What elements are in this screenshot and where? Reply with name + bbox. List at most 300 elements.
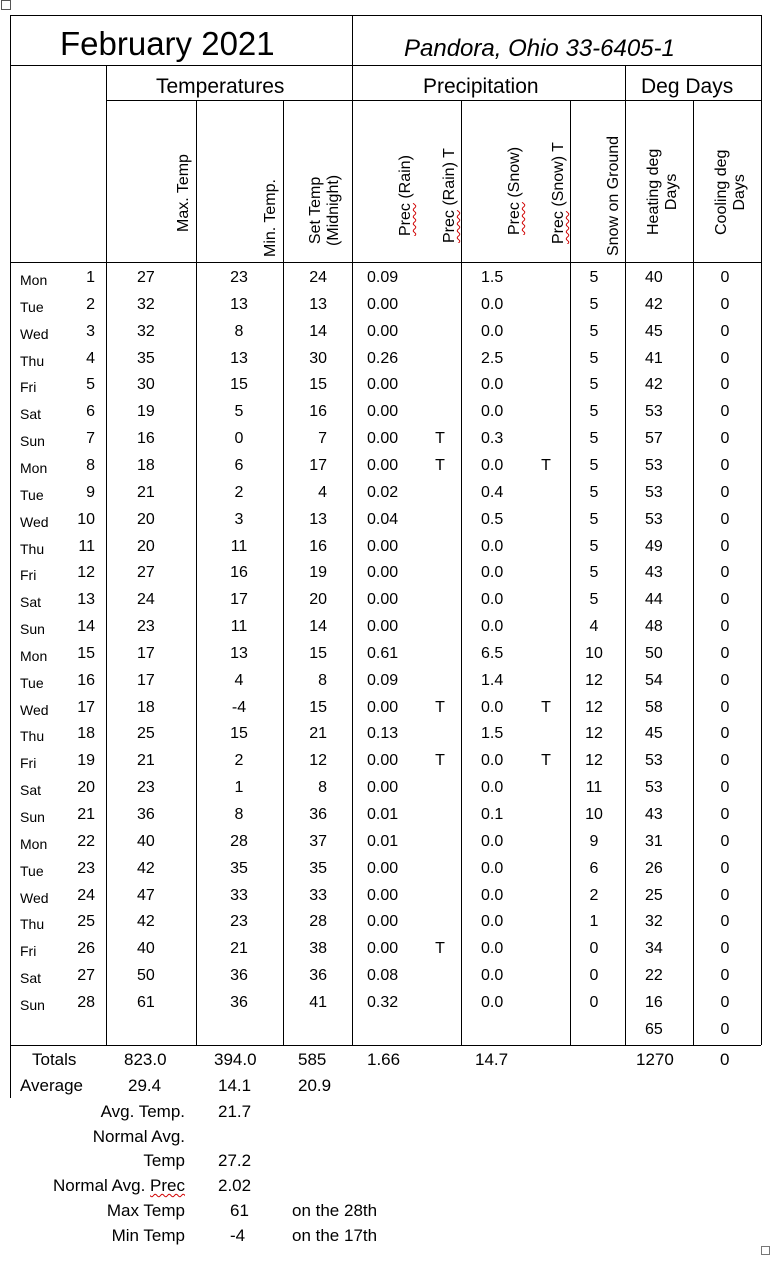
header-prec-rain bbox=[397, 155, 415, 236]
cell-min: 35 bbox=[230, 859, 248, 877]
cell-day: 25 bbox=[77, 913, 95, 931]
cell-min: 8 bbox=[234, 806, 244, 823]
cell-snow: 1.5 bbox=[481, 725, 504, 743]
totals-set: 585 bbox=[298, 1050, 327, 1069]
cell-set: 16 bbox=[309, 537, 327, 555]
cell-ground: 6 bbox=[589, 859, 599, 877]
cell-ground: 12 bbox=[585, 725, 603, 743]
cell-cool: 0 bbox=[720, 940, 730, 958]
cell-snow: 1.4 bbox=[481, 671, 504, 689]
cell-max: 32 bbox=[137, 322, 155, 340]
cell-dow: Sat bbox=[20, 594, 42, 611]
cell-set: 30 bbox=[309, 349, 327, 367]
cell-max: 42 bbox=[137, 913, 155, 931]
cell-cool: 0 bbox=[720, 456, 730, 474]
cell-heat: 53 bbox=[645, 779, 663, 797]
cell-ground: 5 bbox=[589, 376, 599, 394]
cell-set: 37 bbox=[309, 832, 327, 850]
cell-min: 17 bbox=[230, 591, 248, 609]
cell-snow: 0.0 bbox=[481, 564, 504, 582]
header-prec-rain-word: Prec bbox=[397, 203, 414, 236]
cell-set: 4 bbox=[318, 483, 327, 501]
cell-set: 28 bbox=[309, 913, 327, 931]
cell-rain: 0.00 bbox=[367, 859, 399, 877]
cell-rain: 0.13 bbox=[367, 725, 399, 743]
cell-day: 5 bbox=[86, 376, 95, 394]
normal-avg-prec-prefix: Normal Avg. bbox=[53, 1176, 151, 1195]
cell-day: 23 bbox=[77, 859, 95, 877]
totals-heat: 1270 bbox=[636, 1050, 674, 1069]
cell-rain: 0.00 bbox=[367, 752, 399, 770]
cell-heat: 34 bbox=[645, 940, 663, 958]
totals-max: 823.0 bbox=[124, 1050, 167, 1069]
cell-heat: 45 bbox=[645, 725, 663, 743]
cell-day: 22 bbox=[77, 832, 95, 850]
cell-ground: 5 bbox=[589, 564, 599, 582]
header-prec-snow-t bbox=[550, 142, 568, 244]
cell-snow: 0.0 bbox=[481, 993, 504, 1011]
grid-line bbox=[761, 15, 762, 1045]
group-deg-days: Deg Days bbox=[641, 75, 734, 98]
cell-set: 12 bbox=[309, 752, 327, 770]
normal-avg-prec-label bbox=[53, 1177, 185, 1194]
cell-set: 38 bbox=[309, 940, 327, 958]
header-prec-rain-t-rest: (Rain) T bbox=[441, 148, 458, 211]
cell-max: 23 bbox=[137, 618, 155, 636]
cell-day: 24 bbox=[77, 886, 95, 904]
grid-line bbox=[570, 100, 571, 1045]
cell-cool: 0 bbox=[720, 322, 730, 340]
header-min-temp-label: Min. Temp. bbox=[262, 179, 279, 257]
cell-min: 36 bbox=[230, 967, 248, 985]
cell-cool: 0 bbox=[720, 618, 730, 636]
header-cooling-line1: Cooling deg bbox=[713, 149, 730, 235]
cell-set: 13 bbox=[309, 295, 327, 313]
cell-heat: 31 bbox=[645, 832, 663, 850]
cell-min: 23 bbox=[230, 269, 248, 286]
cell-rain: 0.04 bbox=[367, 510, 399, 528]
cell-rain: 0.00 bbox=[367, 295, 399, 313]
cell-snow: 0.1 bbox=[481, 806, 504, 823]
cell-max: 17 bbox=[137, 644, 155, 662]
cell-day: 8 bbox=[86, 456, 95, 474]
cell-set: 14 bbox=[309, 618, 327, 636]
cell-day: 14 bbox=[77, 618, 95, 636]
cell-dow: Sun bbox=[20, 621, 45, 638]
cell-max: 40 bbox=[137, 940, 155, 958]
cell-day: 26 bbox=[77, 940, 95, 958]
cell-heat: 43 bbox=[645, 806, 663, 823]
cell-max: 23 bbox=[137, 779, 155, 797]
cell-max: 36 bbox=[137, 806, 155, 823]
cell-set: 15 bbox=[309, 376, 327, 394]
cell-cool: 0 bbox=[720, 886, 730, 904]
cell-day: 18 bbox=[77, 725, 95, 743]
cell-rain: 0.08 bbox=[367, 967, 399, 985]
cell-dow: Tue bbox=[20, 298, 44, 315]
grid-line bbox=[625, 65, 626, 1045]
cell-rain: 0.00 bbox=[367, 591, 399, 609]
cell-snow: 0.0 bbox=[481, 832, 504, 850]
max-temp-label: Max Temp bbox=[106, 1201, 185, 1220]
cell-heat: 45 bbox=[645, 322, 663, 340]
cell-snow: 0.0 bbox=[481, 779, 504, 797]
header-max-temp bbox=[175, 154, 193, 232]
cell-dow: Sun bbox=[20, 809, 45, 825]
cell-day: 17 bbox=[77, 698, 95, 716]
cell-set: 24 bbox=[309, 269, 327, 286]
cell-cool: 0 bbox=[720, 832, 730, 850]
cell-ground: 1 bbox=[589, 913, 599, 931]
cell-cool: 0 bbox=[720, 537, 730, 555]
cell-day: 4 bbox=[86, 349, 95, 367]
cell-min: 11 bbox=[230, 618, 248, 636]
cell-ground: 0 bbox=[589, 967, 599, 985]
cell-dow: Sat bbox=[20, 970, 42, 987]
cell-snow: 0.0 bbox=[481, 752, 504, 770]
header-snow-on-ground bbox=[605, 136, 623, 256]
cell-cool: 0 bbox=[720, 591, 730, 609]
cell-snow: 0.0 bbox=[481, 967, 504, 985]
station-name: Pandora, Ohio 33-6405-1 bbox=[404, 35, 675, 62]
cell-rain: 0.00 bbox=[367, 456, 399, 474]
cell-day: 6 bbox=[86, 403, 95, 421]
cell-day: 16 bbox=[77, 671, 95, 689]
cell-rain: 0.00 bbox=[367, 940, 399, 958]
cell-snow-t: T bbox=[541, 456, 551, 474]
cell-min: 13 bbox=[230, 644, 248, 662]
cell-set: 8 bbox=[318, 671, 327, 689]
cell-set: 15 bbox=[309, 698, 327, 716]
cell-ground: 5 bbox=[589, 269, 599, 286]
cell-min: 33 bbox=[230, 886, 248, 904]
header-heating-line2: Days bbox=[662, 173, 680, 211]
cell-cool: 0 bbox=[720, 376, 730, 394]
cell-heat: 49 bbox=[645, 537, 663, 555]
cell-dow: Thu bbox=[20, 728, 45, 745]
cell-cool: 0 bbox=[720, 269, 730, 286]
cell-max: 21 bbox=[137, 752, 155, 770]
grid-line bbox=[693, 100, 694, 1045]
cell-heat: 48 bbox=[645, 618, 663, 636]
normal-avg-label-line2: Temp bbox=[143, 1151, 185, 1170]
cell-dow: Fri bbox=[20, 755, 37, 772]
cell-day: 27 bbox=[77, 967, 95, 985]
cell-set: 33 bbox=[309, 886, 327, 904]
cell-min: 13 bbox=[230, 349, 248, 367]
min-temp-value: -4 bbox=[230, 1226, 246, 1245]
cell-rain: 0.00 bbox=[367, 913, 399, 931]
cell-heat: 22 bbox=[645, 967, 663, 985]
min-temp-note: on the 17th bbox=[292, 1226, 378, 1245]
totals-label: Totals bbox=[32, 1050, 77, 1069]
cell-cool: 0 bbox=[720, 1020, 730, 1038]
cell-min: -4 bbox=[231, 698, 247, 716]
cell-cool: 0 bbox=[720, 644, 730, 662]
cell-max: 18 bbox=[137, 456, 155, 474]
cell-rain: 0.00 bbox=[367, 886, 399, 904]
cell-rain: 0.01 bbox=[367, 806, 399, 823]
cell-ground: 5 bbox=[589, 537, 599, 555]
grid-line bbox=[10, 262, 761, 263]
cell-snow: 0.0 bbox=[481, 886, 504, 904]
cell-snow: 0.0 bbox=[481, 456, 504, 474]
cell-min: 23 bbox=[230, 913, 248, 931]
cell-set: 19 bbox=[309, 564, 327, 582]
normal-avg-prec-word: Prec bbox=[150, 1176, 185, 1195]
cell-heat: 53 bbox=[645, 403, 663, 421]
cell-rain: 0.00 bbox=[367, 376, 399, 394]
cell-heat: 54 bbox=[645, 671, 663, 689]
grid-line bbox=[10, 1045, 761, 1046]
cell-day: 13 bbox=[77, 591, 95, 609]
cell-max: 40 bbox=[137, 832, 155, 850]
cell-rain: 0.61 bbox=[367, 644, 399, 662]
cell-dow: Sat bbox=[20, 406, 42, 423]
header-prec-snow bbox=[506, 147, 524, 235]
cell-max: 25 bbox=[137, 725, 155, 743]
cell-max: 24 bbox=[137, 591, 155, 609]
cell-min: 1 bbox=[234, 779, 244, 797]
cell-heat: 43 bbox=[645, 564, 663, 582]
cell-rain-t: T bbox=[435, 752, 445, 770]
cell-heat: 44 bbox=[645, 591, 663, 609]
header-min-temp bbox=[262, 179, 280, 257]
cell-cool: 0 bbox=[720, 430, 730, 448]
cell-max: 32 bbox=[137, 295, 155, 313]
cell-snow: 0.4 bbox=[481, 483, 504, 501]
cell-dow: Sat bbox=[20, 782, 42, 799]
avg-temp-label: Avg. Temp. bbox=[100, 1102, 185, 1121]
header-heating-line1: Heating deg bbox=[645, 148, 662, 235]
cell-min: 28 bbox=[230, 832, 248, 850]
cell-rain: 0.09 bbox=[367, 269, 399, 286]
cell-dow: Wed bbox=[20, 889, 49, 906]
corner-marker-icon bbox=[761, 1246, 770, 1255]
cell-cool: 0 bbox=[720, 859, 730, 877]
cell-ground: 2 bbox=[589, 886, 599, 904]
cell-heat: 53 bbox=[645, 483, 663, 501]
cell-day: 12 bbox=[77, 564, 95, 582]
cell-set: 41 bbox=[309, 993, 327, 1011]
cell-min: 4 bbox=[234, 671, 244, 689]
grid-line bbox=[10, 15, 11, 1098]
cell-dow: Thu bbox=[20, 540, 45, 557]
cell-snow: 0.0 bbox=[481, 537, 504, 555]
cell-rain: 0.09 bbox=[367, 671, 399, 689]
cell-rain: 0.00 bbox=[367, 430, 399, 448]
cell-cool: 0 bbox=[720, 779, 730, 797]
cell-min: 2 bbox=[234, 483, 244, 501]
cell-min: 8 bbox=[234, 322, 244, 340]
grid-line bbox=[283, 100, 284, 1045]
cell-snow: 0.0 bbox=[481, 403, 504, 421]
header-prec-rain-t bbox=[441, 148, 459, 243]
cell-snow: 0.0 bbox=[481, 295, 504, 313]
cell-dow: Tue bbox=[20, 486, 44, 503]
cell-set: 15 bbox=[309, 644, 327, 662]
header-prec-snow-rest: (Snow) bbox=[506, 146, 523, 203]
cell-ground: 12 bbox=[585, 671, 603, 689]
cell-ground: 10 bbox=[585, 806, 603, 823]
cell-snow: 2.5 bbox=[481, 349, 504, 367]
totals-min: 394.0 bbox=[214, 1050, 257, 1069]
cell-cool: 0 bbox=[720, 295, 730, 313]
cell-heat: 50 bbox=[645, 644, 663, 662]
cell-day: 10 bbox=[77, 510, 95, 528]
cell-ground: 11 bbox=[585, 779, 603, 797]
cell-heat: 25 bbox=[645, 886, 663, 904]
header-prec-rain-t-word: Prec bbox=[441, 210, 458, 243]
min-temp-label: Min Temp bbox=[111, 1226, 185, 1245]
max-temp-note: on the 28th bbox=[292, 1201, 378, 1220]
cell-set: 14 bbox=[309, 322, 327, 340]
cell-heat: 53 bbox=[645, 456, 663, 474]
cell-set: 8 bbox=[318, 779, 327, 797]
cell-cool: 0 bbox=[720, 698, 730, 716]
cell-max: 30 bbox=[137, 376, 155, 394]
cell-dow: Fri bbox=[20, 567, 37, 584]
cell-dow: Thu bbox=[20, 352, 45, 369]
cell-rain: 0.00 bbox=[367, 564, 399, 582]
cell-rain: 0.00 bbox=[367, 403, 399, 421]
cell-heat: 53 bbox=[645, 752, 663, 770]
cell-dow: Mon bbox=[20, 459, 48, 476]
cell-set: 16 bbox=[309, 403, 327, 421]
cell-snow-t: T bbox=[541, 698, 551, 716]
cell-dow: Tue bbox=[20, 674, 44, 691]
cell-ground: 5 bbox=[589, 456, 599, 474]
header-cooling-deg-days bbox=[713, 150, 748, 235]
cell-min: 11 bbox=[230, 537, 248, 555]
cell-snow: 0.0 bbox=[481, 698, 504, 716]
cell-dow: Mon bbox=[20, 835, 48, 852]
cell-snow: 6.5 bbox=[481, 644, 504, 662]
cell-cool: 0 bbox=[720, 752, 730, 770]
cell-snow: 0.5 bbox=[481, 510, 504, 528]
normal-avg-prec-value: 2.02 bbox=[218, 1176, 252, 1195]
cell-heat: 40 bbox=[645, 269, 663, 286]
cell-min: 16 bbox=[230, 564, 248, 582]
cell-max: 17 bbox=[137, 671, 155, 689]
cell-ground: 5 bbox=[589, 295, 599, 313]
totals-snow: 14.7 bbox=[475, 1050, 509, 1069]
cell-dow: Fri bbox=[20, 379, 37, 396]
header-set-temp bbox=[307, 175, 342, 246]
header-set-temp-line2: (Midnight) bbox=[324, 174, 342, 246]
corner-marker-icon bbox=[1, 0, 11, 10]
cell-snow-t: T bbox=[541, 752, 551, 770]
cell-min: 5 bbox=[234, 403, 244, 421]
cell-ground: 5 bbox=[589, 403, 599, 421]
cell-heat: 41 bbox=[645, 349, 663, 367]
cell-cool: 0 bbox=[720, 510, 730, 528]
cell-heat: 42 bbox=[645, 376, 663, 394]
avg-temp-value: 21.7 bbox=[218, 1102, 252, 1121]
totals-cool: 0 bbox=[720, 1050, 730, 1069]
cell-max: 42 bbox=[137, 859, 155, 877]
cell-rain-t: T bbox=[435, 698, 445, 716]
cell-day: 21 bbox=[77, 806, 95, 823]
cell-min: 21 bbox=[230, 940, 248, 958]
grid-line bbox=[10, 65, 761, 66]
header-prec-snow-word: Prec bbox=[506, 202, 523, 235]
header-cooling-line2: Days bbox=[730, 174, 748, 211]
cell-rain: 0.32 bbox=[367, 993, 399, 1011]
cell-dow: Fri bbox=[20, 943, 37, 960]
cell-day: 2 bbox=[86, 295, 95, 313]
cell-cool: 0 bbox=[720, 671, 730, 689]
cell-ground: 5 bbox=[589, 591, 599, 609]
cell-rain: 0.01 bbox=[367, 832, 399, 850]
cell-snow: 1.5 bbox=[481, 269, 504, 286]
cell-heat: 26 bbox=[645, 859, 663, 877]
cell-rain-t: T bbox=[435, 430, 445, 448]
average-max: 29.4 bbox=[128, 1076, 162, 1095]
average-min: 14.1 bbox=[218, 1076, 252, 1095]
cell-ground: 10 bbox=[585, 644, 603, 662]
cell-dow: Thu bbox=[20, 916, 45, 933]
cell-heat: 16 bbox=[645, 993, 663, 1011]
cell-day: 3 bbox=[86, 322, 95, 340]
cell-heat: 53 bbox=[645, 510, 663, 528]
header-max-temp-label: Max. Temp bbox=[175, 154, 192, 232]
cell-heat: 65 bbox=[645, 1020, 663, 1038]
cell-snow: 0.0 bbox=[481, 859, 504, 877]
cell-heat: 57 bbox=[645, 430, 663, 448]
cell-max: 27 bbox=[137, 564, 155, 582]
totals-rain: 1.66 bbox=[367, 1050, 401, 1069]
cell-ground: 9 bbox=[589, 832, 599, 850]
header-set-temp-line1: Set Temp bbox=[307, 176, 324, 245]
cell-cool: 0 bbox=[720, 403, 730, 421]
cell-max: 35 bbox=[137, 349, 155, 367]
cell-set: 36 bbox=[309, 967, 327, 985]
cell-ground: 0 bbox=[589, 993, 599, 1011]
cell-rain: 0.02 bbox=[367, 483, 399, 501]
cell-day: 1 bbox=[86, 269, 95, 286]
cell-dow: Sun bbox=[20, 433, 45, 450]
cell-ground: 12 bbox=[585, 752, 603, 770]
cell-min: 15 bbox=[230, 376, 248, 394]
grid-line bbox=[196, 100, 197, 1045]
grid-line bbox=[106, 65, 107, 1045]
group-precipitation: Precipitation bbox=[423, 75, 539, 98]
cell-max: 16 bbox=[137, 430, 155, 448]
cell-set: 17 bbox=[309, 456, 327, 474]
header-snow-on-ground-label: Snow on Ground bbox=[605, 135, 622, 256]
cell-rain-t: T bbox=[435, 456, 445, 474]
cell-max: 61 bbox=[137, 993, 155, 1011]
cell-min: 3 bbox=[234, 510, 244, 528]
cell-dow: Wed bbox=[20, 701, 49, 718]
page-title: February 2021 bbox=[60, 25, 275, 62]
normal-avg-label-line1: Normal Avg. bbox=[92, 1127, 185, 1146]
cell-max: 20 bbox=[137, 510, 155, 528]
max-temp-value: 61 bbox=[230, 1201, 249, 1220]
cell-ground: 4 bbox=[589, 618, 599, 636]
cell-ground: 5 bbox=[589, 510, 599, 528]
average-label: Average bbox=[20, 1076, 84, 1095]
grid-line bbox=[461, 100, 462, 1045]
cell-day: 19 bbox=[77, 752, 95, 770]
cell-set: 7 bbox=[318, 430, 327, 448]
cell-snow: 0.0 bbox=[481, 618, 504, 636]
cell-snow: 0.0 bbox=[481, 376, 504, 394]
header-prec-rain-rest: (Rain) bbox=[397, 155, 414, 204]
cell-set: 21 bbox=[309, 725, 327, 743]
cell-rain: 0.00 bbox=[367, 779, 399, 797]
